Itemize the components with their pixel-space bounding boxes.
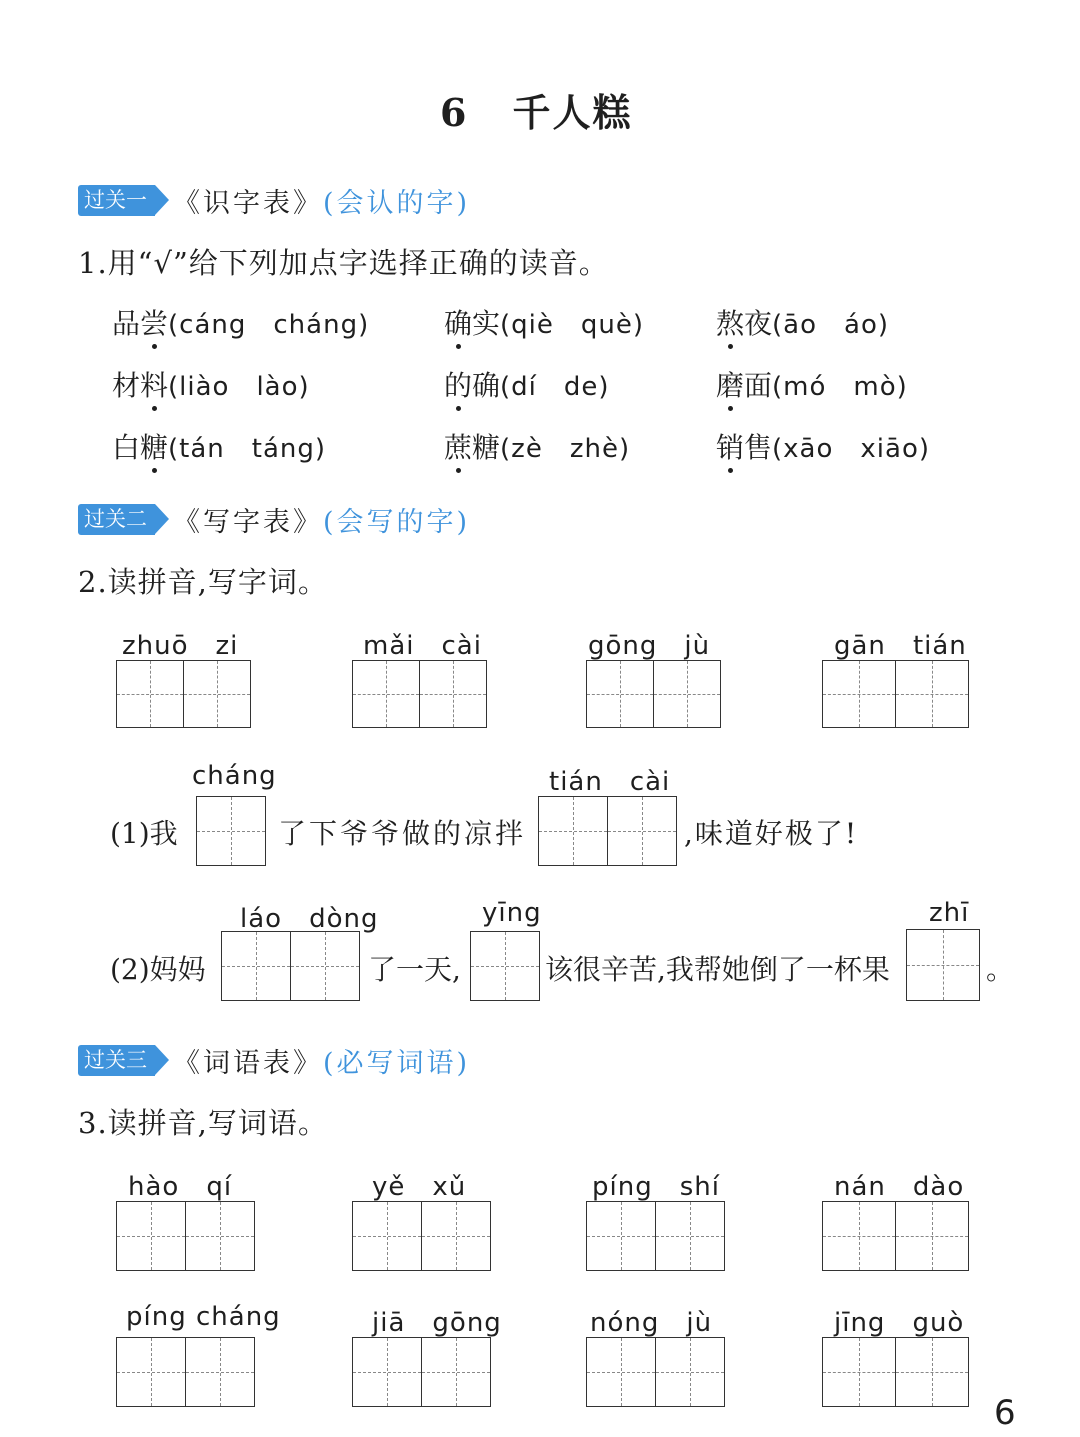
section3-tag: 过关三 [78, 1045, 155, 1076]
writing-boxes[interactable] [586, 1337, 723, 1407]
writing-cell[interactable] [421, 1201, 491, 1271]
pinyin-label: gōng jù [588, 631, 711, 661]
pinyin-label: jīng guò [834, 1308, 965, 1338]
pinyin-label: láo dòng [240, 904, 379, 934]
section1-tag: 过关一 [78, 185, 155, 216]
page-title [440, 82, 632, 137]
pinyin-label: yīng [482, 898, 542, 928]
writing-cell[interactable] [116, 660, 184, 728]
pinyin-label: nóng jù [590, 1308, 713, 1338]
writing-cell[interactable] [421, 1337, 491, 1407]
writing-boxes[interactable] [352, 1201, 489, 1271]
writing-boxes[interactable] [586, 1201, 723, 1271]
writing-boxes[interactable] [822, 1337, 967, 1407]
section3-title: 《词语表》 [173, 1048, 323, 1079]
pinyin-label: píng cháng [126, 1302, 281, 1332]
writing-cell[interactable] [116, 1201, 186, 1271]
section3-sub: (必写词语) [323, 1048, 471, 1079]
writing-boxes[interactable] [352, 660, 485, 728]
writing-boxes[interactable] [822, 1201, 967, 1271]
writing-cell[interactable] [185, 1337, 255, 1407]
writing-cell[interactable] [895, 1201, 969, 1271]
section2-banner [78, 500, 470, 539]
sentence-2-middle1: 了一天, [368, 953, 461, 986]
writing-boxes[interactable] [538, 796, 675, 866]
pinyin-label: tián cài [549, 767, 671, 797]
writing-cell[interactable] [655, 1337, 725, 1407]
section2-title: 《写字表》 [173, 507, 323, 538]
pronunciation-item: 的确(dí de) [444, 364, 610, 404]
section2-tag: 过关二 [78, 504, 155, 535]
writing-cell[interactable] [655, 1201, 725, 1271]
writing-boxes[interactable] [470, 931, 539, 1001]
pinyin-label: cháng [192, 761, 277, 791]
sentence-2-label: (2)妈妈 [110, 953, 206, 986]
writing-cell[interactable] [607, 796, 677, 866]
sentence-1-middle: 了下爷爷做的凉拌 [278, 817, 527, 850]
section1-title: 《识字表》 [173, 188, 323, 219]
question-3: 3.读拼音,写词语。 [78, 1106, 328, 1140]
writing-cell[interactable] [183, 660, 251, 728]
writing-boxes[interactable] [822, 660, 967, 728]
pinyin-label: gān tián [834, 631, 967, 661]
pronunciation-item: 磨面(mó mò) [716, 364, 908, 404]
writing-cell[interactable] [906, 929, 980, 1001]
writing-boxes[interactable] [116, 1201, 253, 1271]
pronunciation-item: 确实(qiè què) [444, 302, 644, 342]
writing-cell[interactable] [116, 1337, 186, 1407]
writing-cell[interactable] [653, 660, 721, 728]
writing-cell[interactable] [895, 660, 969, 728]
writing-cell[interactable] [586, 660, 654, 728]
writing-boxes[interactable] [586, 660, 719, 728]
pronunciation-item: 品尝(cáng cháng) [112, 302, 369, 342]
question-2: 2.读拼音,写字词。 [78, 565, 328, 599]
writing-cell[interactable] [586, 1337, 656, 1407]
pinyin-label: nán dào [834, 1172, 965, 1202]
section1-banner [78, 181, 470, 220]
section2-sub: (会写的字) [323, 507, 471, 538]
writing-cell[interactable] [196, 796, 266, 866]
writing-boxes[interactable] [196, 796, 265, 866]
lesson-number: 6 [440, 90, 469, 135]
sentence-2-middle2: 该很辛苦,我帮她倒了一杯果 [545, 953, 890, 986]
pinyin-label: yě xǔ [372, 1172, 467, 1202]
page-number: 6 [994, 1393, 1016, 1433]
section1-sub: (会认的字) [323, 188, 471, 219]
writing-cell[interactable] [822, 1201, 896, 1271]
section3-banner [78, 1041, 470, 1080]
writing-boxes[interactable] [906, 929, 979, 1001]
writing-cell[interactable] [352, 660, 420, 728]
pronunciation-item: 蔗糖(zè zhè) [444, 426, 630, 466]
writing-cell[interactable] [419, 660, 487, 728]
writing-cell[interactable] [352, 1201, 422, 1271]
writing-cell[interactable] [470, 931, 540, 1001]
lesson-title: 千人糕 [512, 90, 633, 135]
writing-cell[interactable] [895, 1337, 969, 1407]
writing-cell[interactable] [221, 931, 291, 1001]
pronunciation-item: 熬夜(āo áo) [716, 302, 889, 342]
pronunciation-item: 销售(xāo xiāo) [716, 426, 930, 466]
writing-boxes[interactable] [352, 1337, 489, 1407]
writing-cell[interactable] [538, 796, 608, 866]
writing-cell[interactable] [822, 1337, 896, 1407]
writing-cell[interactable] [290, 931, 360, 1001]
pinyin-label: zhī [929, 898, 970, 928]
pinyin-label: hào qí [128, 1172, 233, 1202]
question-1: 1.用“√”给下列加点字选择正确的读音。 [78, 246, 609, 280]
writing-boxes[interactable] [116, 660, 249, 728]
writing-boxes[interactable] [116, 1337, 253, 1407]
writing-cell[interactable] [822, 660, 896, 728]
writing-cell[interactable] [586, 1201, 656, 1271]
sentence-2-end: 。 [986, 953, 1015, 986]
sentence-1-end: ,味道好极了! [684, 817, 859, 850]
writing-boxes[interactable] [221, 931, 358, 1001]
pronunciation-item: 白糖(tán táng) [112, 426, 326, 466]
writing-cell[interactable] [185, 1201, 255, 1271]
writing-cell[interactable] [352, 1337, 422, 1407]
pronunciation-item: 材料(liào lào) [112, 364, 310, 404]
pinyin-label: jiā gōng [372, 1308, 502, 1338]
pinyin-label: zhuō zi [122, 631, 239, 661]
pinyin-label: píng shí [592, 1172, 720, 1202]
pinyin-label: mǎi cài [363, 631, 482, 661]
sentence-1-label: (1)我 [110, 817, 178, 850]
